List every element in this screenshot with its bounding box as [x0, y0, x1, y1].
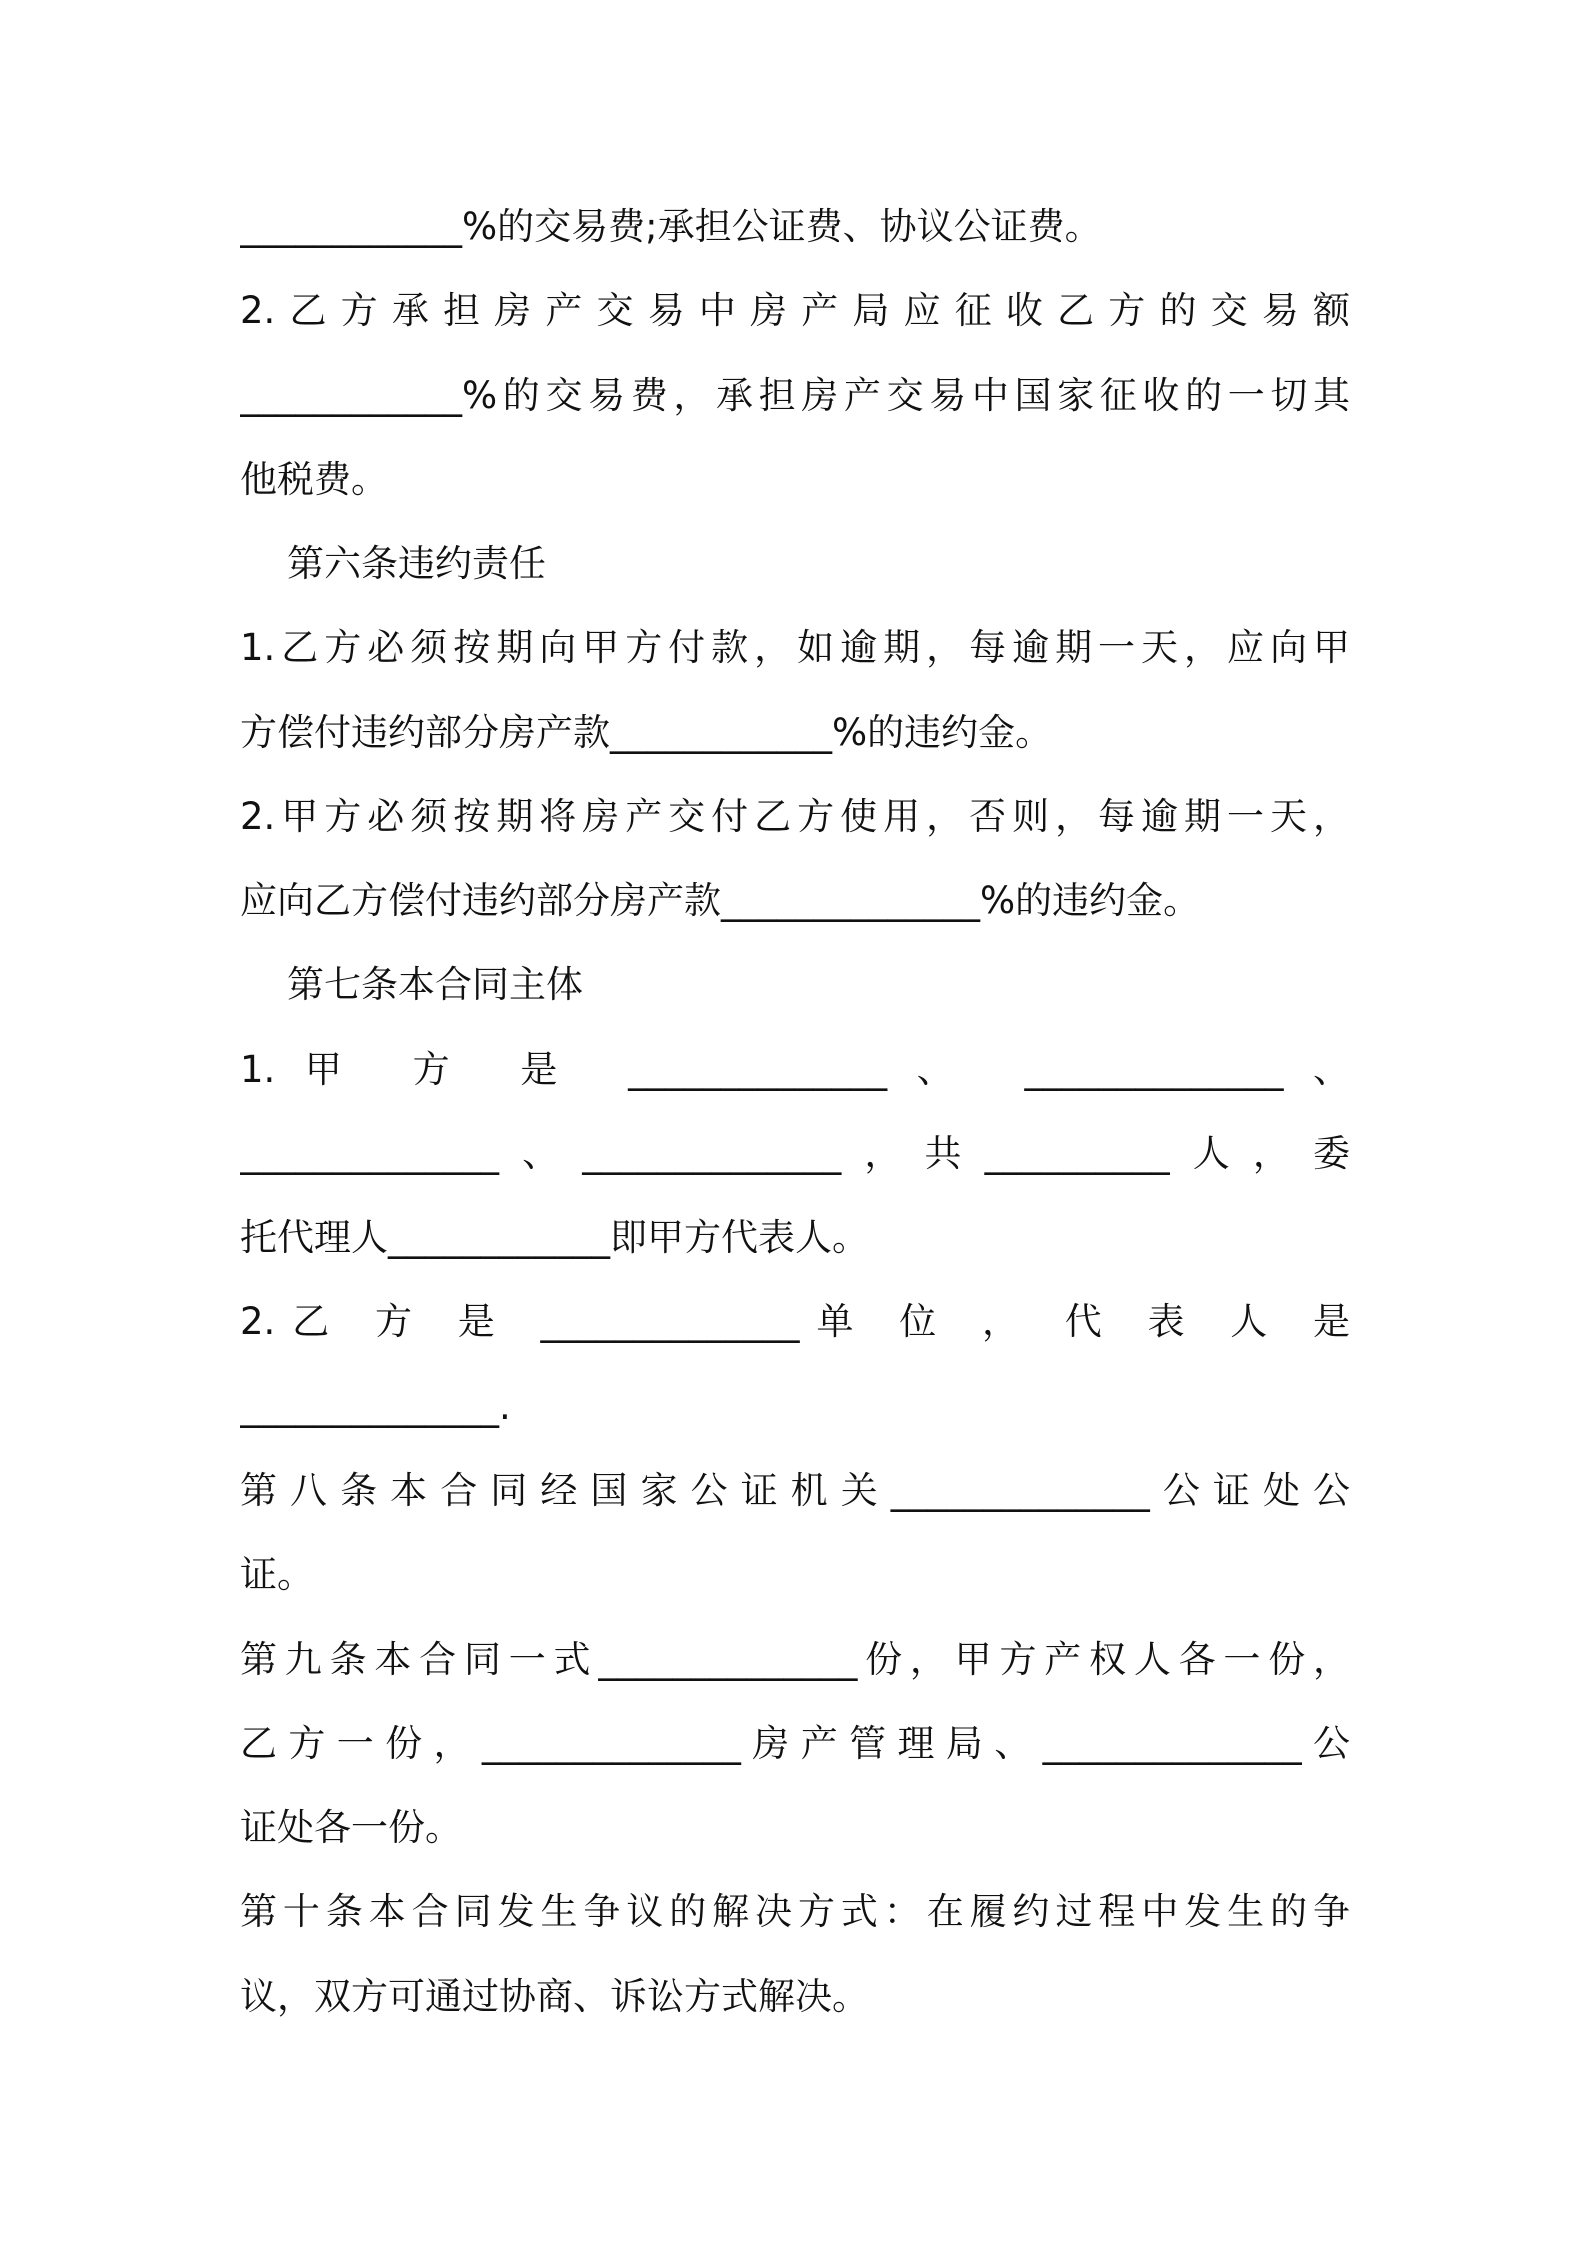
text-line: 2.乙方承担房产交易中房产局应征收乙方的交易额	[240, 289, 1350, 332]
text-line: 2.乙 方 是 ______________单 位 ， 代 表 人 是	[240, 1300, 1350, 1343]
text-line: 2.甲方必须按期将房产交付乙方使用，否则，每逾期一天，	[240, 795, 1350, 838]
text-line: ______________.	[240, 1385, 511, 1428]
text-line: 1.甲 方 是 ______________、 ______________、	[240, 1048, 1350, 1091]
text-line: 1.乙方必须按期向甲方付款，如逾期，每逾期一天，应向甲	[240, 626, 1350, 669]
text-line: 他税费。	[240, 458, 388, 501]
text-line: 第九条本合同一式______________份，甲方产权人各一份，	[240, 1638, 1350, 1681]
text-line: 乙方一份，______________房产管理局、______________公	[240, 1722, 1350, 1765]
text-line: ______________、______________，共__________人，委	[240, 1132, 1350, 1175]
text-line: 证处各一份。	[240, 1806, 462, 1849]
text-line: 应向乙方偿付违约部分房产款______________%的违约金。	[240, 879, 1201, 922]
text-line: 证。	[240, 1553, 314, 1596]
section-heading: 第六条违约责任	[240, 542, 547, 585]
text-line: 方偿付违约部分房产款____________%的违约金。	[240, 711, 1053, 754]
text-line: ____________%的交易费，承担房产交易中国家征收的一切其	[240, 374, 1350, 417]
text-line: 议，双方可通过协商、诉讼方式解决。	[240, 1975, 869, 2018]
text-line: ____________%的交易费;承担公证费、协议公证费。	[240, 205, 1102, 248]
text-line: 第十条本合同发生争议的解决方式：在履约过程中发生的争	[240, 1890, 1350, 1933]
text-line: 第八条本合同经国家公证机关______________公证处公	[240, 1469, 1350, 1512]
section-heading: 第七条本合同主体	[240, 963, 584, 1006]
text-line: 托代理人____________即甲方代表人。	[240, 1216, 869, 1259]
